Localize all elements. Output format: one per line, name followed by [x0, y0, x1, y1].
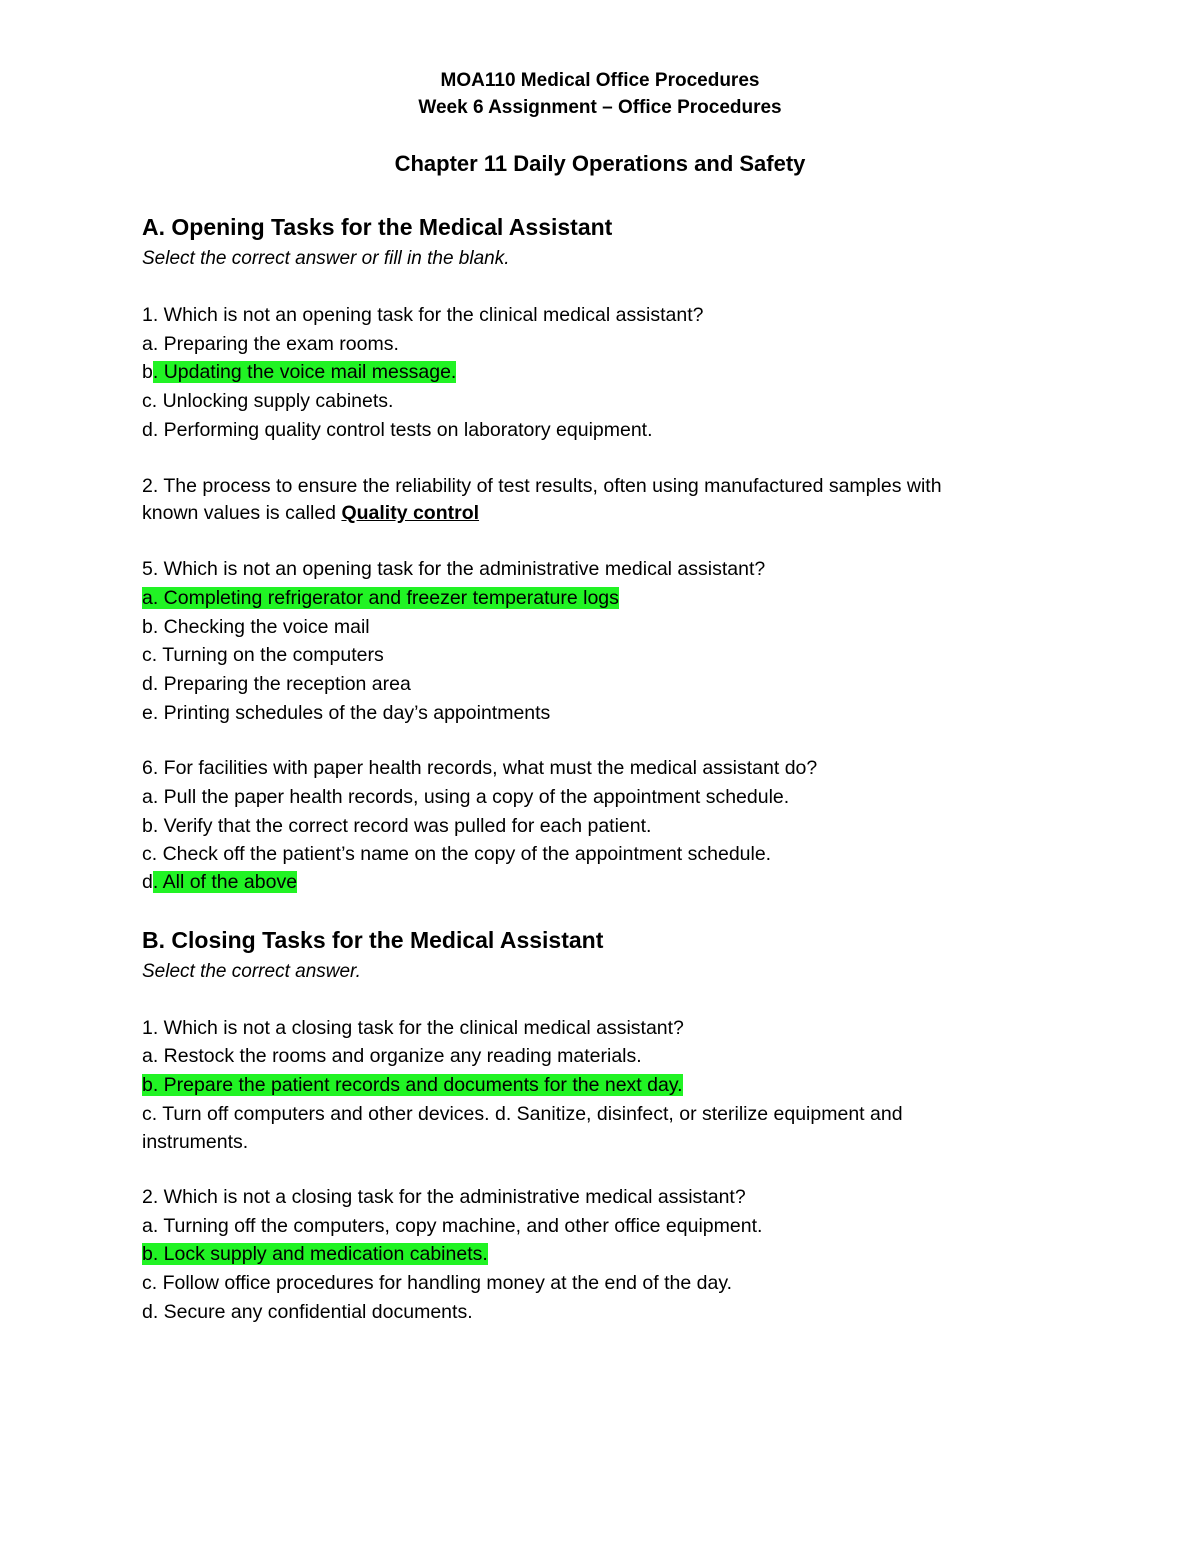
- a-q1-option-b: [142, 359, 456, 385]
- section-a-instruction: Select the correct answer or fill in the blank.: [142, 248, 510, 269]
- a-q2-prefix: known values is called: [142, 502, 342, 524]
- b-q1-option-c: c. Turn off computers and other devices. d. Sanitize, disinfect, or sterilize equipment and: [142, 1103, 903, 1125]
- b-q2-option-b: [142, 1241, 488, 1267]
- a-q2-line2: [142, 500, 479, 526]
- b-q1-option-b: [142, 1072, 683, 1098]
- a-q1-option-a: a. Preparing the exam rooms.: [142, 333, 399, 355]
- a-q6-question: 6. For facilities with paper health records, what must the medical assistant do?: [142, 757, 818, 779]
- b-q2-option-d: d. Secure any confidential documents.: [142, 1301, 473, 1323]
- section-b-instruction: Select the correct answer.: [142, 961, 361, 982]
- b-q2-option-a: a. Turning off the computers, copy machine, and other office equipment.: [142, 1215, 763, 1237]
- option-letter: b: [142, 361, 153, 383]
- highlighted-answer: . All of the above: [152, 871, 298, 893]
- a-q5-option-a: [142, 585, 619, 611]
- a-q1-question: 1. Which is not an opening task for the clinical medical assistant?: [142, 304, 704, 326]
- a-q5-option-d: d. Preparing the reception area: [142, 673, 411, 695]
- a-q6-option-b: b. Verify that the correct record was pulled for each patient.: [142, 815, 652, 837]
- a-q5-question: 5. Which is not an opening task for the administrative medical assistant?: [142, 558, 766, 580]
- assignment-title: Week 6 Assignment – Office Procedures: [418, 97, 782, 118]
- option-letter: d: [142, 871, 153, 893]
- section-b-heading: B. Closing Tasks for the Medical Assistant: [142, 927, 604, 953]
- b-q1-option-c-cont: instruments.: [142, 1131, 249, 1153]
- a-q5-option-e: e. Printing schedules of the day’s appointments: [142, 702, 551, 724]
- section-a-heading: A. Opening Tasks for the Medical Assistant: [142, 214, 613, 240]
- a-q6-option-c: c. Check off the patient’s name on the copy of the appointment schedule.: [142, 843, 772, 865]
- a-q2-answer: Quality control: [341, 502, 480, 524]
- a-q5-option-c: c. Turning on the computers: [142, 644, 384, 666]
- a-q1-option-d: d. Performing quality control tests on laboratory equipment.: [142, 419, 653, 441]
- highlighted-answer: . Updating the voice mail message.: [152, 361, 457, 383]
- course-title: MOA110 Medical Office Procedures: [440, 70, 760, 91]
- a-q5-option-b: b. Checking the voice mail: [142, 616, 370, 638]
- b-q1-option-a: a. Restock the rooms and organize any reading materials.: [142, 1045, 642, 1067]
- a-q6-option-d: [142, 869, 297, 895]
- a-q6-option-a: a. Pull the paper health records, using a copy of the appointment schedule.: [142, 786, 790, 808]
- chapter-title: Chapter 11 Daily Operations and Safety: [394, 151, 806, 176]
- b-q2-option-c: c. Follow office procedures for handling money at the end of the day.: [142, 1272, 733, 1294]
- a-q2-line1: 2. The process to ensure the reliability of test results, often using manufactured samples with: [142, 475, 942, 497]
- highlighted-answer: a. Completing refrigerator and freezer temperature logs: [142, 587, 619, 609]
- highlighted-answer: b. Lock supply and medication cabinets.: [142, 1243, 488, 1265]
- highlighted-answer: b. Prepare the patient records and documents for the next day.: [142, 1074, 683, 1096]
- a-q1-option-c: c. Unlocking supply cabinets.: [142, 390, 394, 412]
- b-q2-question: 2. Which is not a closing task for the administrative medical assistant?: [142, 1186, 746, 1208]
- b-q1-question: 1. Which is not a closing task for the clinical medical assistant?: [142, 1017, 684, 1039]
